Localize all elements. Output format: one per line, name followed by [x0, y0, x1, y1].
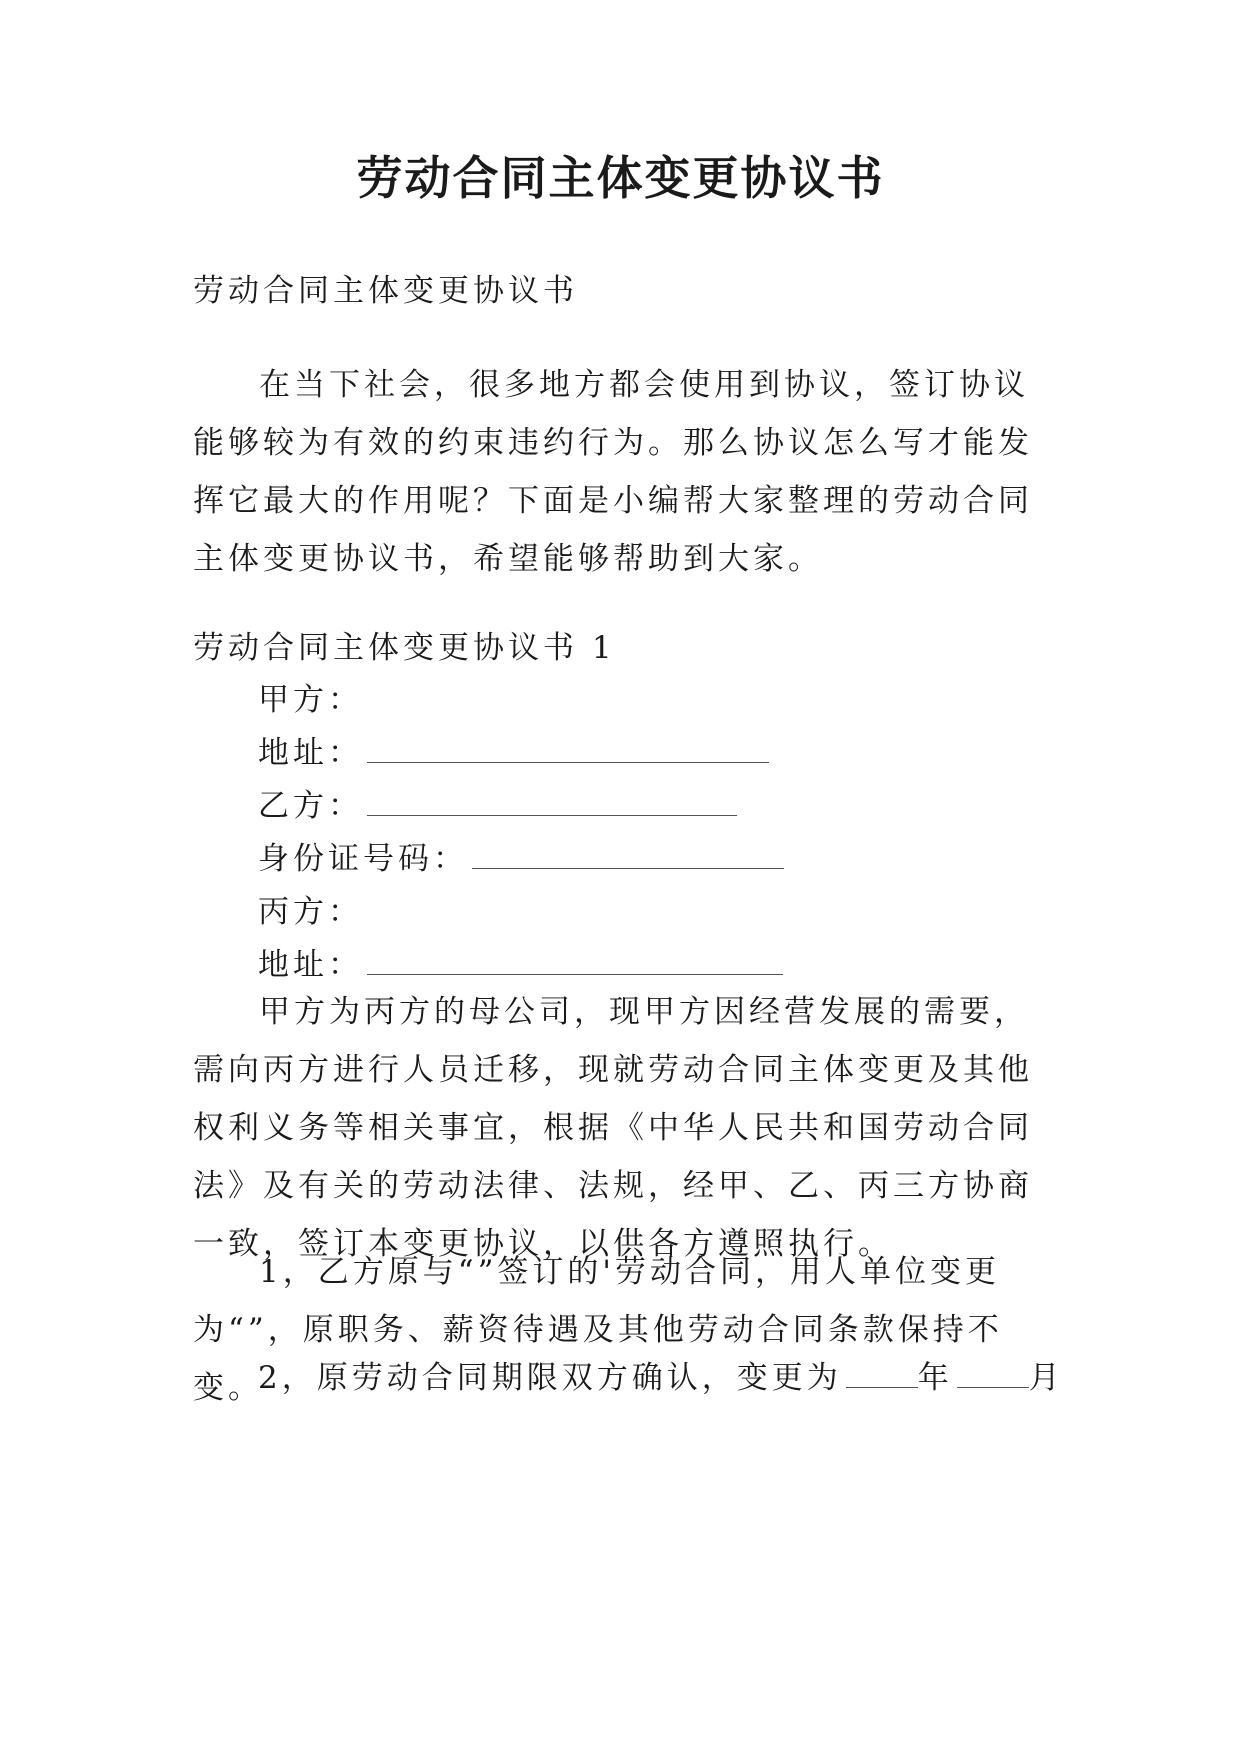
address-c-blank	[367, 948, 783, 975]
id-number-label: 身份证号码：	[258, 841, 468, 877]
address-c-line	[258, 945, 783, 985]
party-a-label: 甲方：	[258, 682, 363, 718]
year-label: 年	[917, 1360, 953, 1396]
address-a-label: 地址：	[258, 735, 363, 771]
address-a-blank	[367, 736, 769, 763]
party-a-line	[258, 680, 363, 720]
party-b-blank	[367, 789, 737, 816]
address-a-line	[258, 733, 769, 773]
section-heading: 劳动合同主体变更协议书 1	[193, 630, 616, 666]
id-number-line	[258, 839, 784, 879]
year-blank	[846, 1361, 918, 1388]
address-c-label: 地址：	[258, 947, 363, 983]
party-b-line	[258, 786, 737, 826]
clause-2-text: 2，原劳动合同期限双方确认，变更为	[258, 1360, 842, 1396]
document-subtitle: 劳动合同主体变更协议书	[193, 273, 578, 309]
agreement-paragraph: 甲方为丙方的母公司，现甲方因经营发展的需要，需向丙方进行人员迁移，现就劳动合同主体变更及其他权利义务等相关事宜，根据《中华人民共和国劳动合同法》及有关的劳动法律、法规，经甲、乙、丙三方协商一致，签订本变更协议，以供各方遵照执行。	[193, 994, 1033, 1262]
party-b-label: 乙方：	[258, 788, 363, 824]
month-label: 月	[1028, 1360, 1064, 1396]
party-c-label: 丙方：	[258, 894, 363, 930]
party-c-line	[258, 892, 363, 932]
clause-1-paragraph: 1，乙方原与“”签订的'劳动合同，用人单位变更为“”，原职务、薪资待遇及其他劳动合同条款保持不变。	[193, 1254, 1003, 1406]
month-blank	[957, 1361, 1029, 1388]
document-title: 劳动合同主体变更协议书	[356, 151, 885, 205]
clause-2-line	[258, 1358, 1064, 1398]
intro-paragraph: 在当下社会，很多地方都会使用到协议，签订协议能够较为有效的约束违约行为。那么协议怎么写才能发挥它最大的作用呢？下面是小编帮大家整理的劳动合同主体变更协议书，希望能够帮助到大家。	[193, 367, 1033, 577]
id-number-blank	[472, 842, 784, 869]
